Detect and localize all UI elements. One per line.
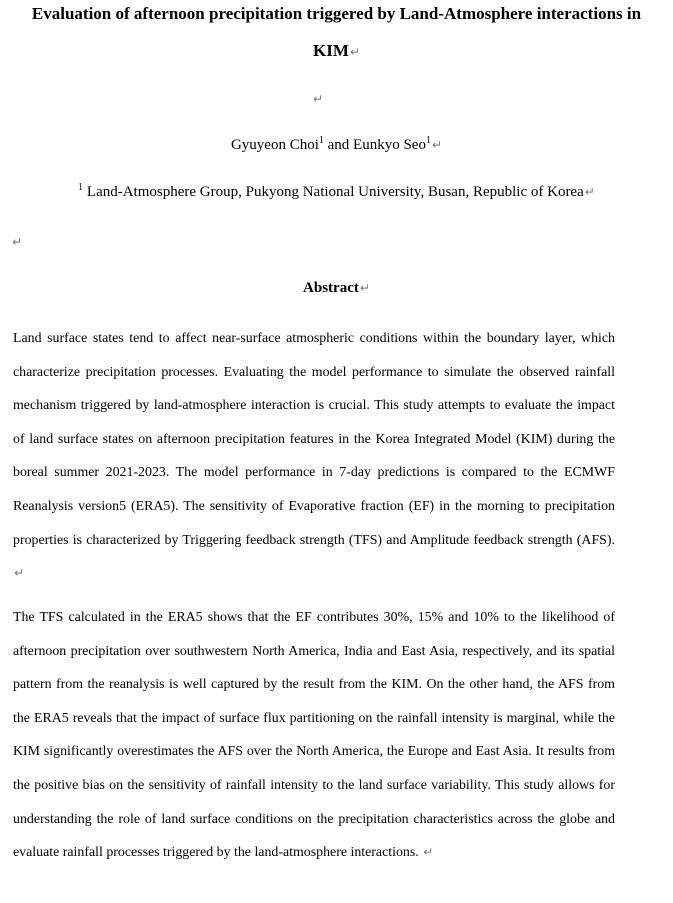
title-text-1: Evaluation of afternoon precipitation triggered by Land-Atmosphere interactions in — [31, 4, 642, 23]
abstract-paragraph-1 — [13, 322, 615, 591]
title-line-1 — [0, 4, 673, 24]
author-2-name: Eunkyo Seo — [353, 137, 426, 153]
affiliation-sup: 1 — [78, 182, 84, 193]
paragraph-mark-icon: ↵ — [431, 138, 443, 152]
abstract-paragraph-1-text: Land surface states tend to affect near-surface atmospheric conditions within the boundary layer, which characterize precipitation processes. Evaluating the model performance to simulate the observed rainfall mechanism triggered by land-atmosphere interaction is crucial. This study attempts to evaluate the impact of land surface states on afternoon precipitation features in the Korea Integrated Model (KIM) during the boreal summer 2021-2023. The model performance in 7-day predictions is compared to the ECMWF Reanalysis version5 (ERA5). The sensitivity of Evaporative fraction (EF) in the morning to precipitation properties is characterized by Triggering feedback strength (TFS) and Amplitude feedback strength (AFS). — [13, 331, 615, 548]
author-separator: and — [323, 137, 354, 153]
paragraph-mark-icon: ↵ — [14, 566, 25, 581]
author-1-name: Gyuyeon Choi — [230, 137, 319, 153]
paragraph-mark-icon: ↵ — [12, 235, 23, 249]
author-1-affil-sup: 1 — [318, 135, 324, 146]
title-line-2 — [0, 41, 673, 61]
paragraph-mark-icon: ↵ — [423, 845, 434, 860]
abstract-paragraph-2 — [13, 601, 615, 870]
affiliation-text: Land-Atmosphere Group, Pukyong National University, Busan, Republic of Korea — [83, 184, 584, 200]
abstract-heading-text: Abstract — [303, 280, 359, 296]
paragraph-mark-icon: ↵ — [359, 281, 370, 295]
author-line — [0, 137, 673, 154]
paragraph-mark-icon: ↵ — [313, 92, 324, 106]
author-2-affil-sup: 1 — [425, 135, 431, 146]
abstract-heading — [0, 280, 673, 297]
paragraph-mark-icon: ↵ — [349, 45, 360, 59]
affiliation-line — [0, 184, 673, 201]
paragraph-mark-icon: ↵ — [584, 185, 595, 199]
title-text-2: KIM — [313, 41, 349, 60]
abstract-paragraph-2-text: The TFS calculated in the ERA5 shows that the EF contributes 30%, 15% and 10% to the likelihood of afternoon precipitation over southwestern North America, India and East Asia, respectively, and its spatial pattern from the reanalysis is well captured by the result from the KIM. On the other hand, the AFS from the ERA5 reveals that the impact of surface flux partitioning on the rainfall intensity is marginal, while the KIM significantly overestimates the AFS over the North America, the Europe and East Asia. It results from the positive bias on the sensitivity of rainfall intensity to the land surface variability. This study allows for understanding the role of land surface conditions on the precipitation characteristics across the globe and evaluate rainfall processes triggered by the land-atmosphere interactions. — [13, 610, 615, 861]
